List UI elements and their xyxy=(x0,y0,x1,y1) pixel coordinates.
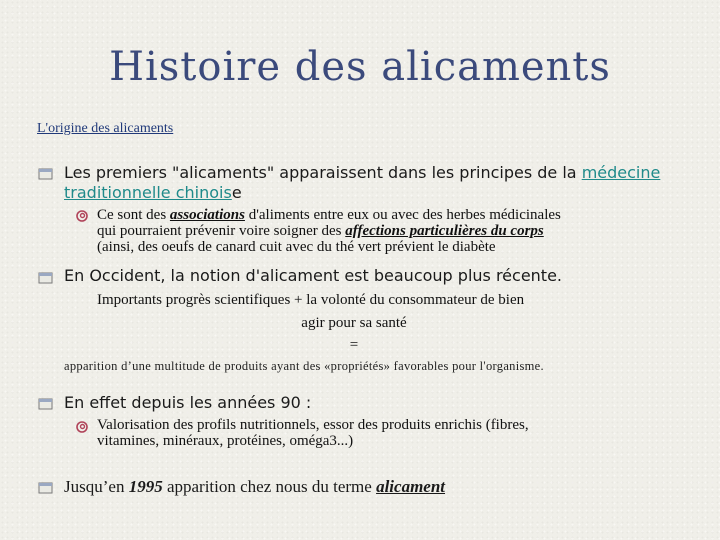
slide-subtitle: L'origine des alicaments xyxy=(37,121,174,136)
bullet-1-post: e xyxy=(231,183,242,202)
term-alicament: alicament xyxy=(376,477,446,496)
bullet-4-text xyxy=(64,476,445,498)
bullet-2-line-3: apparition d’une multitude de produits ayant des «propriétés» favorables pour l'organisme. xyxy=(64,359,544,373)
square-bullet-icon xyxy=(38,272,54,284)
swirl-bullet-icon xyxy=(76,420,88,432)
bullet-2-line-2: agir pour sa santé xyxy=(301,315,407,331)
sub-line-1: Valorisation des profils nutritionnels, essor des produits enrichis (fibres, xyxy=(97,417,529,433)
sub-text-3: qui pourraient prévenir voire soigner des xyxy=(97,223,346,239)
bullet-3-sub-text xyxy=(97,417,697,449)
square-bullet-icon xyxy=(38,398,54,410)
bullet-2-equals: = xyxy=(349,337,359,353)
square-bullet-icon xyxy=(38,482,54,494)
bullet-2-text: En Occident, la notion d'alicament est beaucoup plus récente. xyxy=(64,266,563,285)
bullet-1-text xyxy=(64,163,704,203)
sub-text-1: Ce sont des xyxy=(97,207,170,223)
link-traditionnelle-chinoise[interactable]: traditionnelle chinois xyxy=(64,183,232,202)
bullet-1-pre: Les premiers "alicaments" apparaissent dans les principes de la xyxy=(64,163,582,182)
emphasis-associations: associations xyxy=(169,207,245,223)
slide-title: Histoire des alicaments xyxy=(109,44,611,90)
bullet-1-sub-text xyxy=(97,207,697,255)
square-bullet-icon xyxy=(38,168,54,180)
swirl-bullet-icon xyxy=(76,209,88,221)
sub-line-2: vitamines, minéraux, protéines, oméga3...) xyxy=(97,433,354,449)
sub-text-2: d'aliments entre eux ou avec des herbes médicinales xyxy=(244,207,561,223)
bullet-4-mid: apparition chez nous du terme xyxy=(162,477,377,496)
emphasis-affections: affections particulières du corps xyxy=(345,223,544,239)
year-1995: 1995 xyxy=(128,477,163,496)
bullet-2-line-1: Importants progrès scientifiques + la volonté du consommateur de bien xyxy=(97,292,525,308)
sub-text-4: (ainsi, des oeufs de canard cuit avec du thé vert prévient le diabète xyxy=(97,239,496,255)
bullet-3-text: En effet depuis les années 90 : xyxy=(64,393,312,412)
bullet-4-pre: Jusqu’en xyxy=(64,477,129,496)
link-medecine[interactable]: médecine xyxy=(581,163,661,182)
